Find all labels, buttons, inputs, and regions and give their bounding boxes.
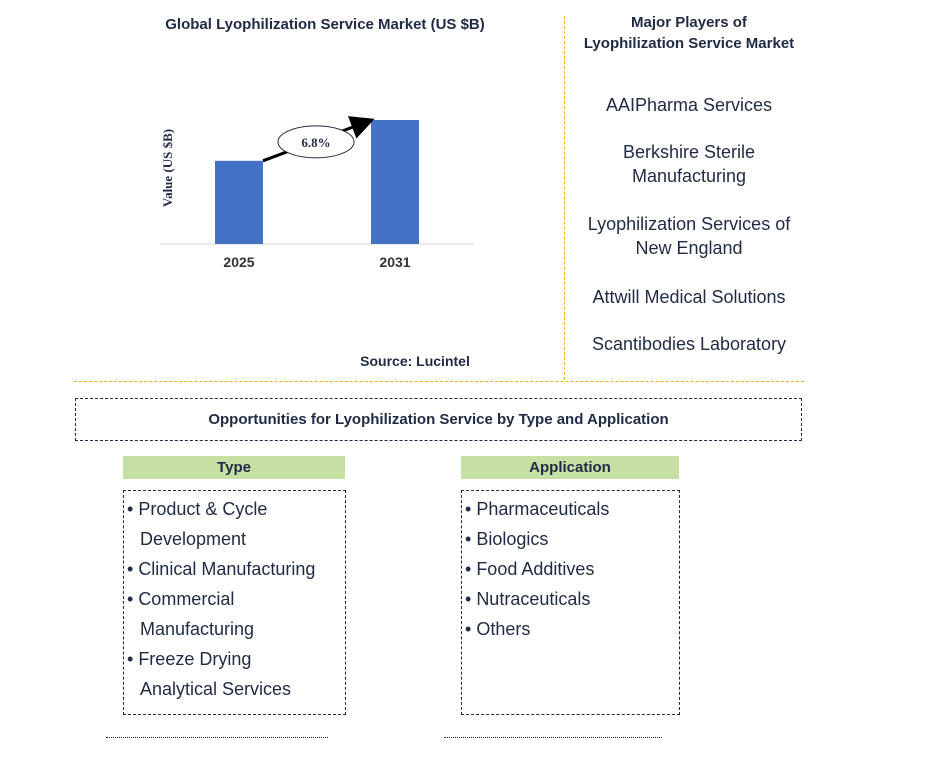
players-title: Major Players of Lyophilization Service Market: [583, 14, 795, 52]
type-item: • Freeze Drying Analytical Services: [127, 644, 330, 704]
type-item: • Product & Cycle Development: [127, 494, 345, 554]
x-tick-label: 2031: [379, 254, 411, 270]
application-list-box: [461, 490, 680, 715]
source-note: Source: Lucintel: [360, 353, 470, 369]
application-header: Application: [461, 456, 679, 479]
application-item: • Nutraceuticals: [465, 584, 679, 614]
player-item: Berkshire Sterile Manufacturing: [622, 142, 756, 186]
type-list-box: [123, 490, 346, 715]
player-item: Scantibodies Laboratory: [591, 334, 787, 354]
player-item: AAIPharma Services: [605, 95, 773, 115]
growth-label: 6.8%: [301, 134, 331, 150]
y-axis-label: Value (US $B): [160, 128, 175, 208]
bar-chart: [150, 110, 490, 280]
type-item: • Clinical Manufacturing: [127, 554, 345, 584]
application-item: • Biologics: [465, 524, 679, 554]
vertical-divider: [564, 16, 565, 380]
application-item: • Food Additives: [465, 554, 679, 584]
bottom-rule: [444, 737, 662, 738]
x-tick-label: 2025: [223, 254, 255, 270]
application-item: • Pharmaceuticals: [465, 494, 679, 524]
player-item: Lyophilization Services of New England: [587, 214, 791, 258]
bar-2031: [371, 120, 419, 244]
bottom-rule: [106, 737, 328, 738]
type-item: • Commercial Manufacturing: [127, 584, 290, 644]
opportunities-title: Opportunities for Lyophilization Service by Type and Application: [75, 398, 802, 441]
horizontal-divider: [74, 381, 804, 382]
bar-2025: [215, 161, 263, 244]
player-item: Attwill Medical Solutions: [592, 287, 786, 307]
type-header: Type: [123, 456, 345, 479]
application-item: • Others: [465, 614, 679, 644]
chart-title: Global Lyophilization Service Market (US $B): [165, 16, 485, 33]
